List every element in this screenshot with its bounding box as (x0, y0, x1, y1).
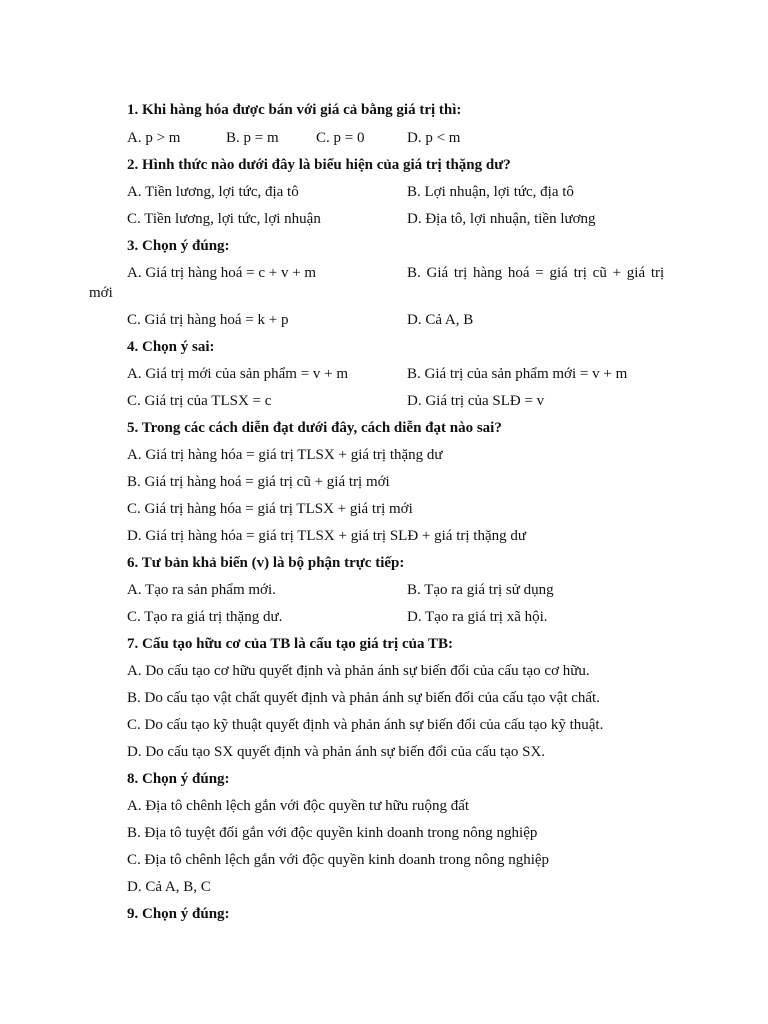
answer-option: C. Tạo ra giá trị thặng dư. (127, 609, 283, 625)
answer-option: B. Giá trị hàng hoá = giá trị cũ + giá trị (407, 265, 665, 281)
answer-option: C. Giá trị hàng hoá = k + p (127, 312, 289, 328)
answer-option: A. Giá trị hàng hóa = giá trị TLSX + giá trị thặng dư (127, 447, 443, 463)
answer-option: C. Địa tô chênh lệch gắn với độc quyền kinh doanh trong nông nghiệp (127, 852, 550, 868)
answer-option: B. Do cấu tạo vật chất quyết định và phản ánh sự biến đổi của cấu tạo vật chất. (127, 690, 600, 706)
answer-option: D. p < m (407, 130, 461, 146)
question-title: 6. Tư bản khả biến (v) là bộ phận trực tiếp: (127, 555, 405, 571)
question-title: 7. Cấu tạo hữu cơ của TB là cấu tạo giá trị của TB: (127, 636, 453, 652)
answer-option: B. Địa tô tuyệt đối gắn với độc quyền kinh doanh trong nông nghiệp (127, 825, 538, 841)
answer-option: D. Giá trị hàng hóa = giá trị TLSX + giá trị SLĐ + giá trị thặng dư (127, 528, 527, 544)
answer-option: A. p > m (127, 130, 181, 146)
question-title: 1. Khi hàng hóa được bán với giá cả bằng giá trị thì: (127, 102, 462, 118)
answer-option: D. Giá trị của SLĐ = v (407, 393, 545, 409)
answer-option: B. Giá trị của sản phẩm mới = v + m (407, 366, 628, 382)
answer-option: B. p = m (226, 130, 279, 146)
answer-option: D. Do cấu tạo SX quyết định và phản ánh sự biến đổi của cấu tạo SX. (127, 744, 546, 760)
answer-option: A. Giá trị hàng hoá = c + v + m (127, 265, 317, 281)
answer-option: D. Địa tô, lợi nhuận, tiền lương (407, 211, 596, 227)
answer-option: A. Tạo ra sản phẩm mới. (127, 582, 276, 598)
answer-option: C. Giá trị hàng hóa = giá trị TLSX + giá trị mới (127, 501, 413, 517)
question-title: 4. Chọn ý sai: (127, 339, 215, 355)
question-title: 9. Chọn ý đúng: (127, 906, 230, 922)
answer-option: D. Cả A, B (407, 312, 474, 328)
answer-option: B. Tạo ra giá trị sử dụng (407, 582, 554, 598)
answer-option: C. p = 0 (316, 130, 365, 146)
answer-option: C. Do cấu tạo kỹ thuật quyết định và phản ánh sự biến đổi của cấu tạo kỹ thuật. (127, 717, 604, 733)
answer-option: A. Địa tô chênh lệch gắn với độc quyền tư hữu ruộng đất (127, 798, 470, 814)
answer-option-continuation: mới (89, 285, 113, 301)
answer-option: D. Cả A, B, C (127, 879, 211, 895)
answer-option: B. Giá trị hàng hoá = giá trị cũ + giá trị mới (127, 474, 390, 490)
question-title: 8. Chọn ý đúng: (127, 771, 230, 787)
question-title: 3. Chọn ý đúng: (127, 238, 230, 254)
question-title: 5. Trong các cách diễn đạt dưới đây, cách diễn đạt nào sai? (127, 420, 502, 436)
answer-option: C. Giá trị của TLSX = c (127, 393, 272, 409)
answer-option: A. Tiền lương, lợi tức, địa tô (127, 184, 299, 200)
answer-option: D. Tạo ra giá trị xã hội. (407, 609, 548, 625)
answer-option: B. Lợi nhuận, lợi tức, địa tô (407, 184, 574, 200)
answer-option: C. Tiền lương, lợi tức, lợi nhuận (127, 211, 321, 227)
question-title: 2. Hình thức nào dưới đây là biểu hiện của giá trị thặng dư? (127, 157, 511, 173)
answer-option: A. Do cấu tạo cơ hữu quyết định và phản ánh sự biến đổi của cấu tạo cơ hữu. (127, 663, 590, 679)
answer-option: A. Giá trị mới của sản phẩm = v + m (127, 366, 349, 382)
